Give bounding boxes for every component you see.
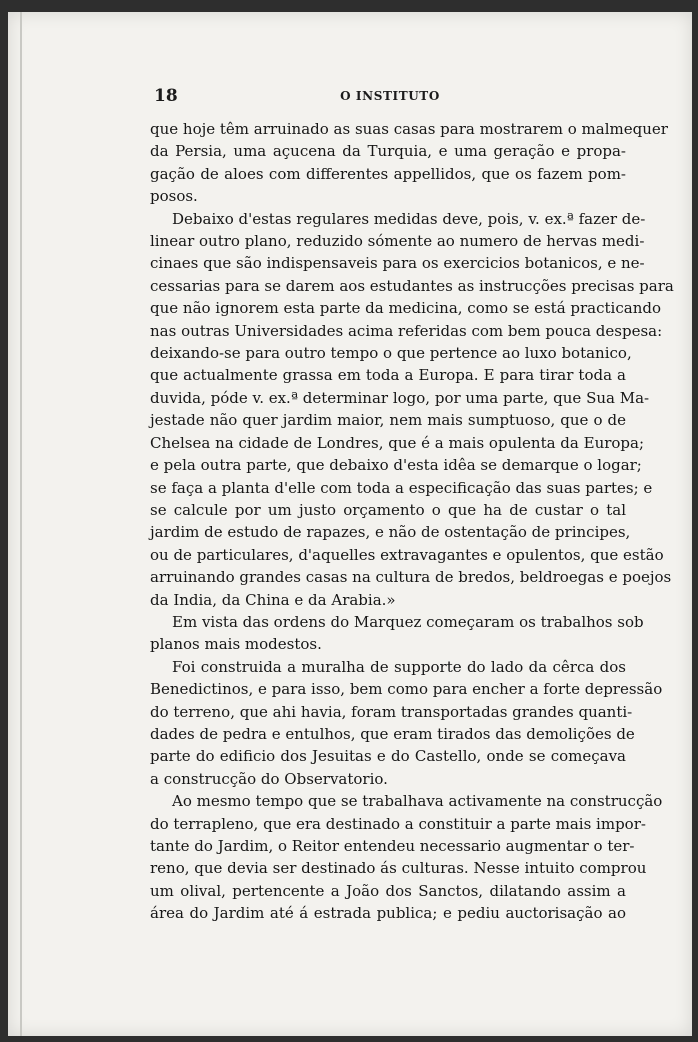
- text-line: da Persia, uma açucena da Turquia, e uma geração e propa-: [150, 142, 626, 161]
- body-text: [150, 118, 674, 925]
- text-line: do terrapleno, que era destinado a constituir a parte mais impor-: [150, 814, 646, 833]
- text-line: Benedictinos, e para isso, bem como para encher a forte depressão: [150, 680, 663, 699]
- text-line: Debaixo d'estas regulares medidas deve, pois, v. ex.ª fazer de-: [172, 209, 646, 228]
- text-line: jardim de estudo de rapazes, e não de ostentação de principes,: [150, 523, 631, 542]
- text-line: se calcule por um justo orçamento o que ha de custar o tal: [150, 500, 626, 519]
- text-line: cessarias para se darem aos estudantes as instrucções precisas para: [150, 276, 674, 295]
- text-line: parte do edificio dos Jesuitas e do Castello, onde se começava: [150, 747, 626, 766]
- text-line: deixando-se para outro tempo o que pertence ao luxo botanico,: [150, 344, 632, 363]
- text-line: reno, que devia ser destinado ás culturas. Nesse intuito comprou: [150, 859, 647, 878]
- text-line: planos mais modestos.: [150, 635, 322, 654]
- text-line: duvida, póde v. ex.ª determinar logo, por uma parte, que Sua Ma-: [150, 388, 650, 407]
- text-line: Chelsea na cidade de Londres, que é a mais opulenta da Europa;: [150, 433, 645, 452]
- text-line: um olival, pertencente a João dos Sanctos, dilatando assim a: [150, 881, 626, 900]
- text-line: Em vista das ordens do Marquez começaram os trabalhos sob: [172, 612, 644, 631]
- text-line: dades de pedra e entulhos, que eram tirados das demolições de: [150, 724, 635, 743]
- page-header: [154, 86, 626, 108]
- text-line: se faça a planta d'elle com toda a especificação das suas partes; e: [150, 478, 653, 497]
- text-line: gação de aloes com differentes appellidos, que os fazem pom-: [150, 164, 626, 183]
- text-line: arruinando grandes casas na cultura de bredos, beldroegas e poejos: [150, 568, 672, 587]
- text-line: nas outras Universidades acima referidas com bem pouca despesa:: [150, 321, 663, 340]
- text-line: a construcção do Observatorio.: [150, 769, 388, 788]
- text-line: Foi construida a muralha de supporte do lado da cêrca dos: [172, 657, 626, 676]
- text-line: jestade não quer jardim maior, nem mais sumptuoso, que o de: [150, 411, 626, 430]
- text-line: Ao mesmo tempo que se trabalhava activamente na construcção: [172, 792, 663, 811]
- text-line: que não ignorem esta parte da medicina, como se está practicando: [150, 299, 661, 318]
- text-line: ou de particulares, d'aquelles extravagantes e opulentos, que estão: [150, 545, 664, 564]
- text-line: posos.: [150, 187, 198, 206]
- text-line: e pela outra parte, que debaixo d'esta idêa se demarque o logar;: [150, 456, 642, 475]
- text-line: que actualmente grassa em toda a Europa. E para tirar toda a: [150, 366, 626, 385]
- text-line: tante do Jardim, o Reitor entendeu necessario augmentar o ter-: [150, 837, 635, 855]
- text-line: área do Jardim até á estrada publica; e pediu auctorisação ao: [150, 904, 626, 923]
- text-line: do terreno, que ahi havia, foram transportadas grandes quanti-: [150, 702, 633, 721]
- page-number: 18: [154, 86, 178, 106]
- text-line: da India, da China e da Arabia.»: [150, 590, 396, 609]
- text-line: linear outro plano, reduzido sómente ao numero de hervas medi-: [150, 232, 645, 251]
- running-head: O INSTITUTO: [340, 89, 440, 103]
- text-line: que hoje têm arruinado as suas casas para mostrarem o malmequer: [150, 120, 668, 138]
- page-edge-line: [20, 12, 22, 1036]
- text-line: cinaes que são indispensaveis para os exercicios botanicos, e ne-: [150, 254, 645, 273]
